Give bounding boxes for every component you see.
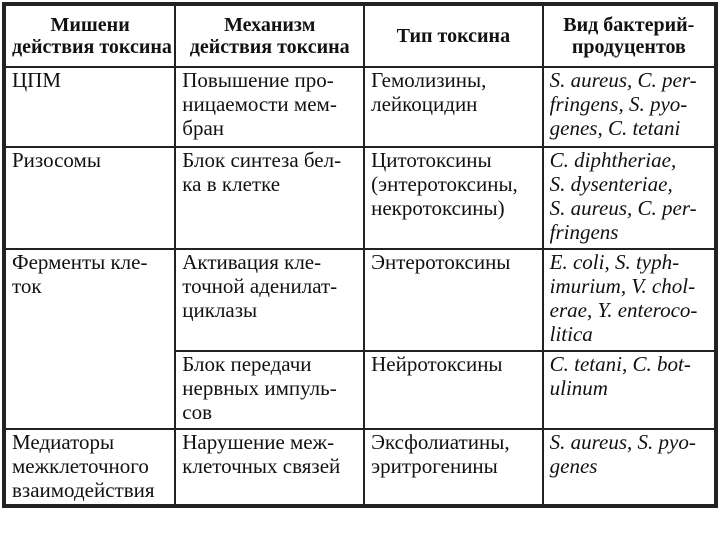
bacteria-cell xyxy=(543,351,715,429)
bacteria-cell xyxy=(543,429,715,505)
target-line: Ферменты кле- xyxy=(12,250,148,274)
bacteria-line: genes xyxy=(549,454,598,478)
toxin-type-cell xyxy=(364,147,543,249)
bacteria-cell xyxy=(543,147,715,249)
header-row xyxy=(5,5,715,67)
header-bacteria xyxy=(543,5,715,67)
bacteria-line: imurium, V. chol- xyxy=(549,274,696,298)
target-line: ток xyxy=(12,274,42,298)
bacteria-line: C. tetani, C. bot- xyxy=(549,352,691,376)
target-cell xyxy=(5,351,175,429)
mechanism-line: ницаемости мем- xyxy=(182,92,337,116)
toxin-type-cell xyxy=(364,249,543,351)
target-cell xyxy=(5,67,175,147)
toxin-table xyxy=(4,4,716,506)
bacteria-line: fringens, S. pyo- xyxy=(549,92,688,116)
target-cell xyxy=(5,147,175,249)
toxin-type-line: Цитотоксины xyxy=(371,148,492,172)
mechanism-line: точной аденилат- xyxy=(182,274,338,298)
mechanism-line: Блок синтеза бел- xyxy=(182,148,342,172)
toxin-type-line: Энтеротоксины xyxy=(371,250,511,274)
mechanism-line: нервных импуль- xyxy=(182,376,337,400)
bacteria-cell xyxy=(543,249,715,351)
header-mechanism-line1: Механизм xyxy=(224,14,316,36)
target-line: Медиаторы xyxy=(12,430,115,454)
table-row xyxy=(5,351,715,429)
bacteria-line: S. dysenteriae, xyxy=(549,172,673,196)
table-row xyxy=(5,147,715,249)
header-targets-line1: Мишени xyxy=(50,14,130,36)
target-line: Ризосомы xyxy=(12,148,101,172)
mechanism-line: Повышение про- xyxy=(182,68,334,92)
bacteria-line: C. diphtheriae, xyxy=(549,148,677,172)
mechanism-line: бран xyxy=(182,116,225,140)
bacteria-line: S. aureus, S. pyo- xyxy=(549,430,696,454)
toxin-type-cell xyxy=(364,429,543,505)
bacteria-line: S. aureus, C. per- xyxy=(549,68,697,92)
header-mechanism xyxy=(175,5,364,67)
target-line: ЦПМ xyxy=(12,68,62,92)
bacteria-line: ulinum xyxy=(549,376,608,400)
target-cell xyxy=(5,429,175,505)
mechanism-line: Активация кле- xyxy=(182,250,322,274)
mechanism-cell xyxy=(175,351,364,429)
mechanism-cell xyxy=(175,429,364,505)
mechanism-line: Блок передачи xyxy=(182,352,312,376)
header-mechanism-line2: действия токсина xyxy=(189,36,350,58)
bacteria-line: S. aureus, C. per- xyxy=(549,196,697,220)
table-row xyxy=(5,249,715,351)
toxin-type-line: некротоксины) xyxy=(371,196,505,220)
mechanism-line: сов xyxy=(182,400,213,424)
mechanism-line: ка в клетке xyxy=(182,172,281,196)
header-bacteria-line2: продуцентов xyxy=(571,36,686,58)
table-row xyxy=(5,429,715,505)
header-toxin-type-line1: Тип токсина xyxy=(396,25,511,47)
toxin-type-line: эритрогенины xyxy=(371,454,498,478)
bacteria-line: litica xyxy=(549,322,593,346)
mechanism-cell xyxy=(175,147,364,249)
table-row xyxy=(5,67,715,147)
mechanism-cell xyxy=(175,249,364,351)
bacteria-line: erae, Y. enteroco- xyxy=(549,298,698,322)
bacteria-cell xyxy=(543,67,715,147)
toxin-type-line: Гемолизины, xyxy=(371,68,487,92)
target-line: взаимодействия xyxy=(12,478,155,502)
toxin-type-line: (энтеротоксины, xyxy=(371,172,518,196)
mechanism-line: Нарушение меж- xyxy=(182,430,335,454)
toxin-type-line: лейкоцидин xyxy=(371,92,478,116)
toxin-type-line: Эксфолиатины, xyxy=(371,430,510,454)
bacteria-line: genes, C. tetani xyxy=(549,116,681,140)
mechanism-cell xyxy=(175,67,364,147)
toxin-type-cell xyxy=(364,67,543,147)
target-line: межклеточного xyxy=(12,454,149,478)
header-bacteria-line1: Вид бактерий- xyxy=(563,14,695,36)
toxin-type-line: Нейротоксины xyxy=(371,352,503,376)
bacteria-line: E. coli, S. typh- xyxy=(549,250,680,274)
toxin-type-cell xyxy=(364,351,543,429)
header-targets xyxy=(5,5,175,67)
bacteria-line: fringens xyxy=(549,220,619,244)
target-cell xyxy=(5,249,175,351)
mechanism-line: циклазы xyxy=(182,298,258,322)
header-targets-line2: действия токсина xyxy=(12,36,172,58)
mechanism-line: клеточных связей xyxy=(182,454,341,478)
header-toxin-type xyxy=(364,5,543,67)
